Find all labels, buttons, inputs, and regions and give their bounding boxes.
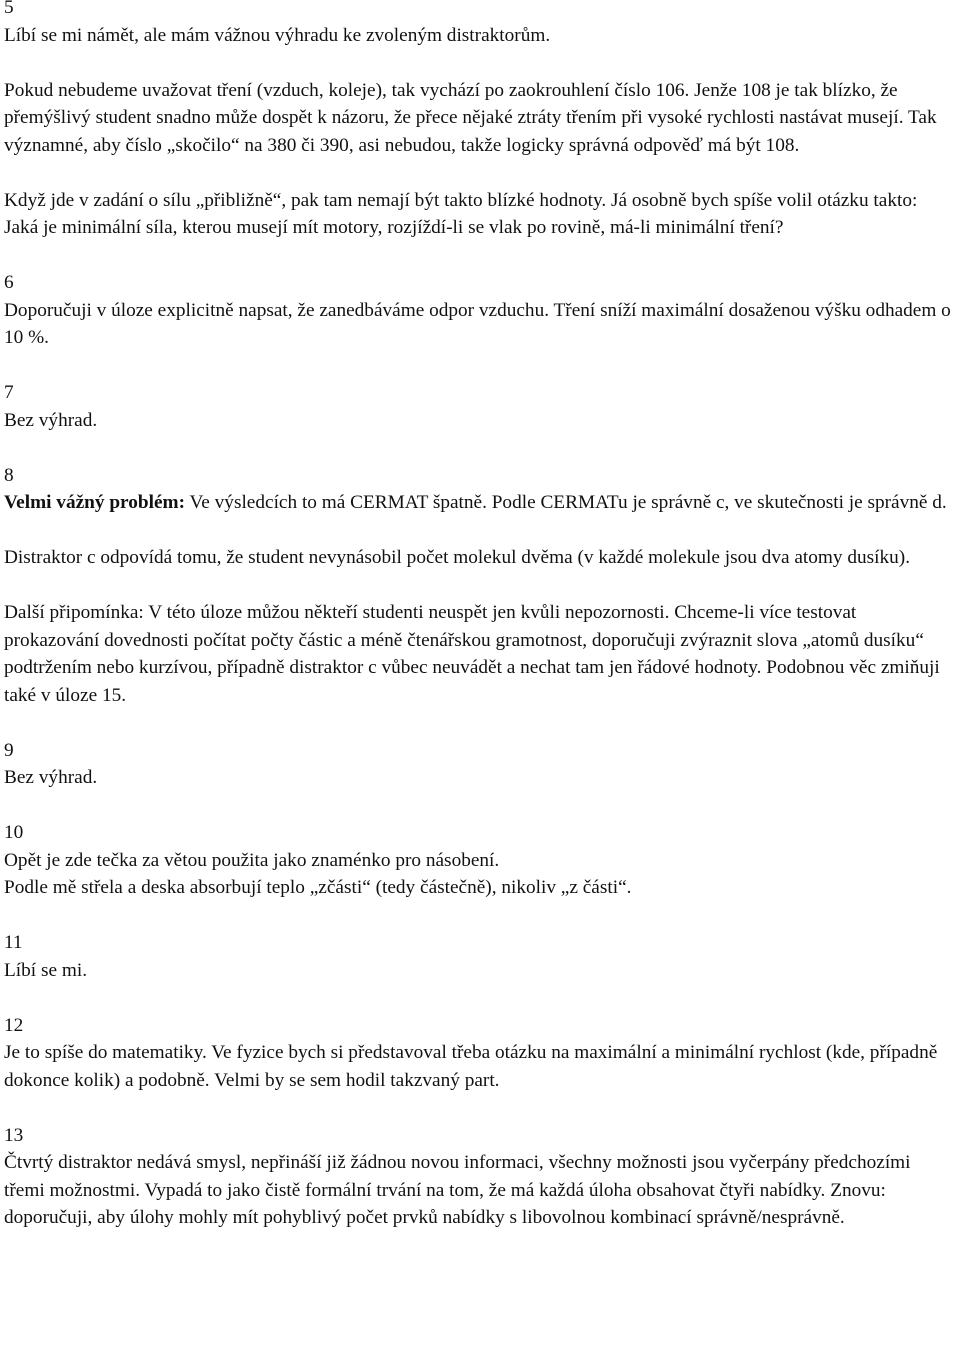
section-5 [4, 0, 956, 242]
paragraph: Je to spíše do matematiky. Ve fyzice bych si představoval třeba otázku na maximální a minimální rychlost (kde, případně dokonce kolik) a podobně. Velmi by se sem hodil takzvaný part. [4, 1042, 938, 1091]
paragraph: Další připomínka: V této úloze můžou někteří studenti neuspět jen kvůli nepozornosti. Chceme-li více testovat prokazování dovednosti počítat počty částic a méně čtenářskou gramotnost, doporučuji zvýraznit slova „atomů dusíku“ podtržením nebo kurzívou, případně distraktor c vůbec neuvádět a nechat tam jen řádové hodnoty. Podobnou věc zmiňuji také v úloze 15. [4, 602, 940, 706]
section-8 [4, 462, 956, 710]
section-number: 5 [4, 0, 14, 18]
section-11 [4, 929, 956, 984]
paragraph: Líbí se mi námět, ale mám vážnou výhradu ke zvoleným distraktorům. [4, 24, 551, 46]
section-10 [4, 819, 956, 902]
section-13 [4, 1122, 956, 1232]
paragraph: Pokud nebudeme uvažovat tření (vzduch, koleje), tak vychází po zaokrouhlení číslo 106. Jenže 108 je tak blízko, že přemýšlivý student snadno může dospět k názoru, že přece nějaké ztráty třením při vysoké rychlosti nastávat musejí. Tak významné, aby číslo „skočilo“ na 380 či 390, asi nebudou, takže logicky správná odpověď má být 108. [4, 79, 937, 156]
section-9 [4, 737, 956, 792]
paragraph-line: Opět je zde tečka za větou použita jako znaménko pro násobení. [4, 849, 500, 871]
paragraph: Čtvrtý distraktor nedává smysl, nepřináší již žádnou novou informaci, všechny možnosti jsou vyčerpány předchozími třemi možnostmi. Vypadá to jako čistě formální trvání na tom, že má každá úloha obsahovat čtyři nabídky. Znovu: doporučuji, aby úlohy mohly mít pohyblivý počet prvků nabídky s libovolnou kombinací správně/nesprávně. [4, 1152, 911, 1228]
lead-bold-text: Velmi vážný problém: [4, 492, 186, 513]
paragraph: Bez výhrad. [4, 409, 98, 431]
lead-text: Ve výsledcích to má CERMAT špatně. Podle CERMATu je správně c, ve skutečnosti je správně d. [185, 492, 947, 513]
document-page [4, 0, 956, 1232]
section-number: 6 [4, 272, 14, 293]
paragraph-lead [4, 489, 956, 517]
paragraph: Bez výhrad. [4, 767, 98, 788]
paragraph-line: Podle mě střela a deska absorbují teplo „zčásti“ (tedy částečně), nikoliv „z části“. [4, 877, 632, 898]
paragraph: Líbí se mi. [4, 959, 88, 981]
section-12 [4, 1012, 956, 1095]
section-number: 7 [4, 382, 14, 403]
section-6 [4, 269, 956, 352]
section-number: 13 [4, 1124, 24, 1146]
section-number: 11 [4, 932, 23, 953]
paragraph: Doporučuji v úloze explicitně napsat, že zanedbáváme odpor vzduchu. Tření sníží maximální dosaženou výšku odhadem o 10 %. [4, 299, 951, 348]
section-number: 9 [4, 739, 14, 761]
section-number: 12 [4, 1014, 24, 1036]
section-7 [4, 379, 956, 434]
section-number: 8 [4, 464, 14, 486]
paragraph: Distraktor c odpovídá tomu, že student nevynásobil počet molekul dvěma (v každé molekule jsou dva atomy dusíku). [4, 547, 911, 568]
paragraph: Když jde v zadání o sílu „přibližně“, pak tam nemají být takto blízké hodnoty. Já osobně bych spíše volil otázku takto: Jaká je minimální síla, kterou musejí mít motory, rozjíždí-li se vlak po rovině, má-li minimální tření? [4, 189, 918, 238]
section-number: 10 [4, 822, 24, 843]
